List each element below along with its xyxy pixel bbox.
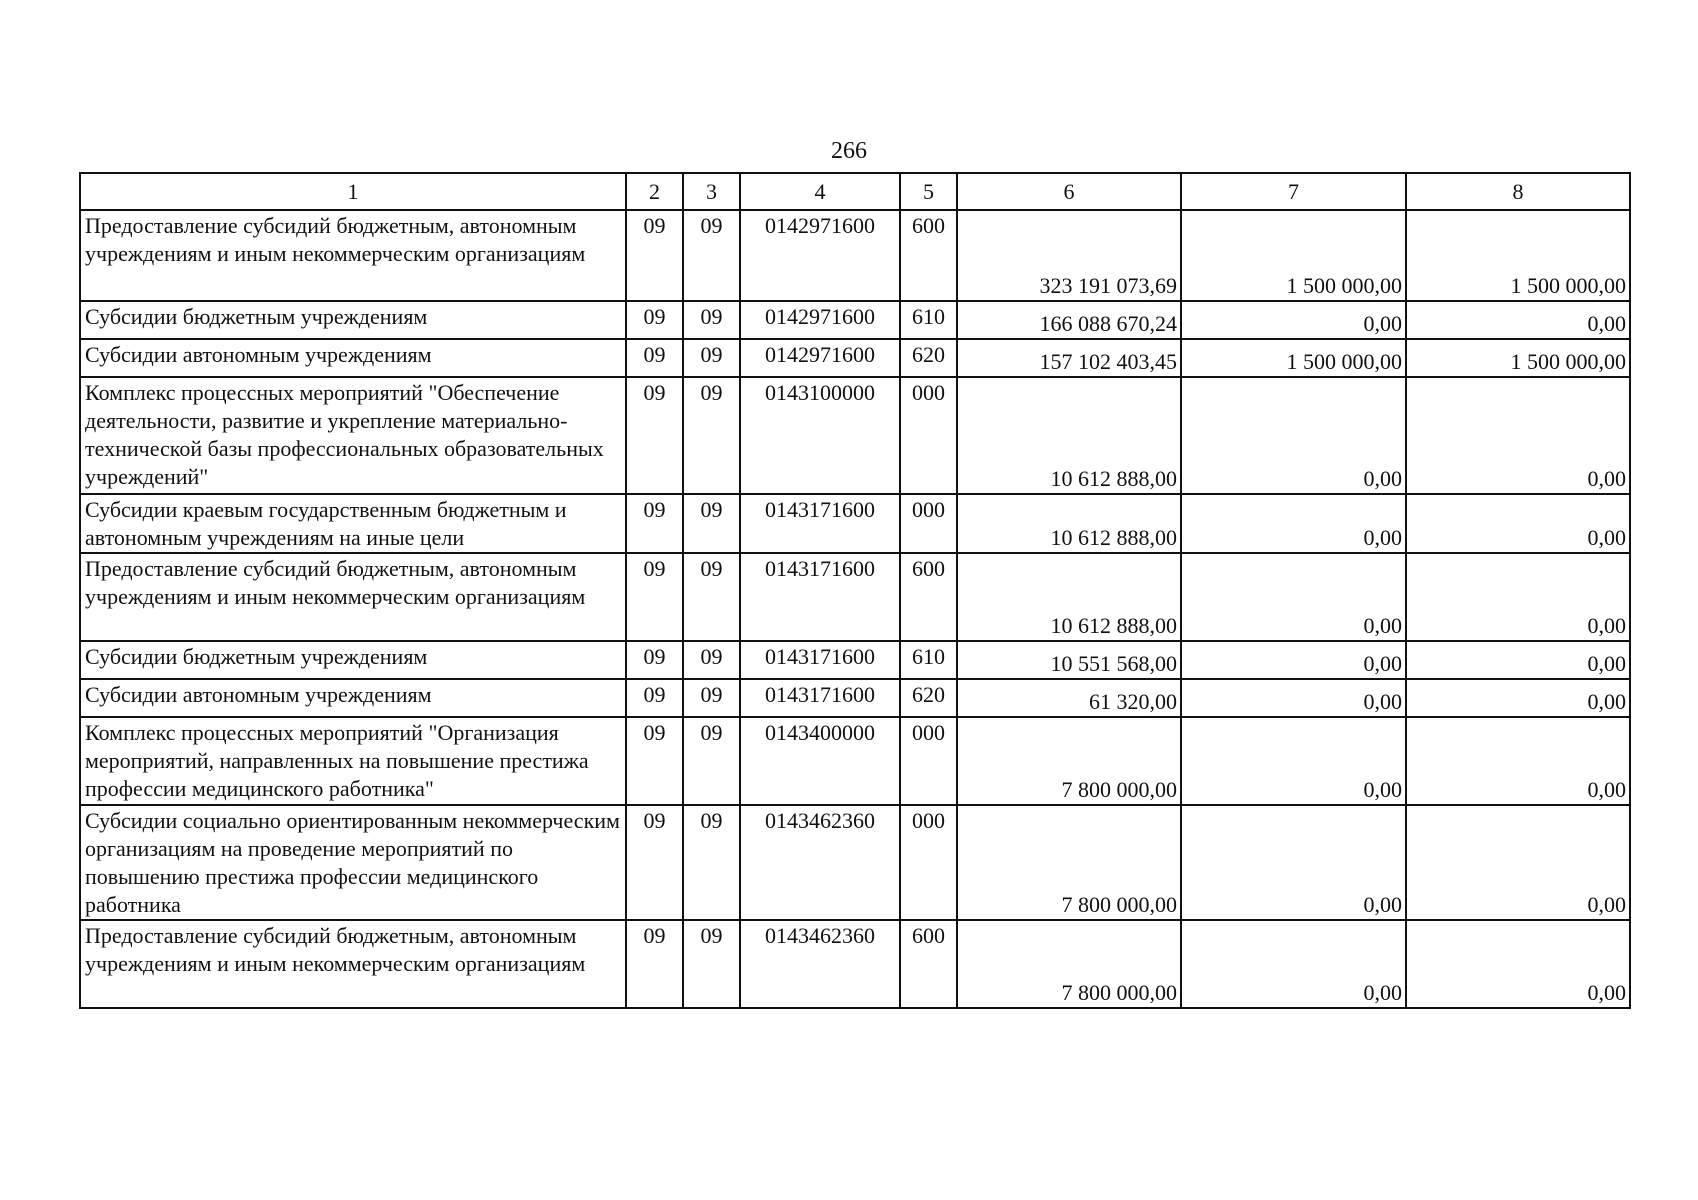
row-target-article: 0142971600 [740, 301, 900, 339]
row-name: Предоставление субсидий бюджетным, автономным учреждениям и иным некоммерческим организациям [80, 920, 626, 1008]
row-subsection: 09 [683, 641, 740, 679]
row-target-article: 0142971600 [740, 210, 900, 301]
row-section: 09 [626, 805, 683, 920]
row-amount-6: 323 191 073,69 [957, 210, 1181, 301]
row-target-article: 0143171600 [740, 641, 900, 679]
header-cell: 3 [683, 173, 740, 210]
table-row [80, 494, 1630, 553]
row-target-article: 0143171600 [740, 494, 900, 553]
table-row [80, 301, 1630, 339]
row-amount-6: 7 800 000,00 [957, 717, 1181, 805]
table-row [80, 339, 1630, 377]
table-row [80, 210, 1630, 301]
row-subsection: 09 [683, 339, 740, 377]
row-section: 09 [626, 301, 683, 339]
row-amount-7: 0,00 [1181, 679, 1406, 717]
row-name: Субсидии автономным учреждениям [80, 679, 626, 717]
row-amount-6: 10 551 568,00 [957, 641, 1181, 679]
budget-table [79, 172, 1631, 1009]
row-amount-7: 0,00 [1181, 717, 1406, 805]
row-section: 09 [626, 641, 683, 679]
row-section: 09 [626, 679, 683, 717]
row-amount-7: 0,00 [1181, 377, 1406, 494]
row-subsection: 09 [683, 210, 740, 301]
row-name: Субсидии бюджетным учреждениям [80, 641, 626, 679]
table-row [80, 377, 1630, 494]
row-subsection: 09 [683, 377, 740, 494]
table-row [80, 805, 1630, 920]
row-name: Комплекс процессных мероприятий "Организация мероприятий, направленных на повышение престижа профессии медицинского работника" [80, 717, 626, 805]
row-amount-8: 0,00 [1406, 717, 1630, 805]
row-subsection: 09 [683, 679, 740, 717]
row-expense-type: 000 [900, 494, 957, 553]
row-amount-7: 0,00 [1181, 553, 1406, 641]
row-amount-7: 0,00 [1181, 494, 1406, 553]
row-name: Субсидии автономным учреждениям [80, 339, 626, 377]
row-amount-6: 166 088 670,24 [957, 301, 1181, 339]
row-amount-7: 1 500 000,00 [1181, 339, 1406, 377]
table-row [80, 641, 1630, 679]
row-name: Предоставление субсидий бюджетным, автономным учреждениям и иным некоммерческим организациям [80, 210, 626, 301]
row-amount-7: 0,00 [1181, 920, 1406, 1008]
row-expense-type: 620 [900, 339, 957, 377]
row-name: Предоставление субсидий бюджетным, автономным учреждениям и иным некоммерческим организациям [80, 553, 626, 641]
row-amount-6: 10 612 888,00 [957, 553, 1181, 641]
row-section: 09 [626, 377, 683, 494]
table-row [80, 553, 1630, 641]
row-subsection: 09 [683, 920, 740, 1008]
row-amount-6: 157 102 403,45 [957, 339, 1181, 377]
row-amount-6: 7 800 000,00 [957, 805, 1181, 920]
row-expense-type: 000 [900, 377, 957, 494]
row-amount-8: 1 500 000,00 [1406, 210, 1630, 301]
header-cell: 5 [900, 173, 957, 210]
row-subsection: 09 [683, 805, 740, 920]
row-amount-6: 10 612 888,00 [957, 494, 1181, 553]
table-row [80, 679, 1630, 717]
row-name: Субсидии бюджетным учреждениям [80, 301, 626, 339]
row-name: Комплекс процессных мероприятий "Обеспечение деятельности, развитие и укрепление материально-технической базы профессиональных образовательных учреждений" [80, 377, 626, 494]
row-expense-type: 600 [900, 920, 957, 1008]
header-cell: 8 [1406, 173, 1630, 210]
header-row [80, 173, 1630, 210]
row-amount-7: 0,00 [1181, 641, 1406, 679]
header-cell: 7 [1181, 173, 1406, 210]
row-amount-8: 1 500 000,00 [1406, 339, 1630, 377]
page-number: 266 [831, 138, 867, 164]
row-amount-8: 0,00 [1406, 301, 1630, 339]
table-row [80, 717, 1630, 805]
table-row [80, 920, 1630, 1008]
row-name: Субсидии социально ориентированным некоммерческим организациям на проведение мероприятий по повышению престижа профессии медицинского работника [80, 805, 626, 920]
row-section: 09 [626, 210, 683, 301]
row-amount-8: 0,00 [1406, 920, 1630, 1008]
row-target-article: 0143462360 [740, 920, 900, 1008]
row-expense-type: 620 [900, 679, 957, 717]
row-section: 09 [626, 920, 683, 1008]
row-amount-8: 0,00 [1406, 641, 1630, 679]
row-expense-type: 600 [900, 210, 957, 301]
row-expense-type: 000 [900, 805, 957, 920]
row-target-article: 0143171600 [740, 679, 900, 717]
row-amount-7: 0,00 [1181, 805, 1406, 920]
row-expense-type: 600 [900, 553, 957, 641]
header-cell: 2 [626, 173, 683, 210]
row-amount-8: 0,00 [1406, 377, 1630, 494]
row-amount-7: 0,00 [1181, 301, 1406, 339]
row-amount-7: 1 500 000,00 [1181, 210, 1406, 301]
row-target-article: 0143100000 [740, 377, 900, 494]
row-section: 09 [626, 553, 683, 641]
row-subsection: 09 [683, 553, 740, 641]
row-subsection: 09 [683, 301, 740, 339]
row-target-article: 0142971600 [740, 339, 900, 377]
header-cell: 4 [740, 173, 900, 210]
row-amount-8: 0,00 [1406, 805, 1630, 920]
row-amount-8: 0,00 [1406, 679, 1630, 717]
row-section: 09 [626, 717, 683, 805]
row-expense-type: 000 [900, 717, 957, 805]
row-amount-6: 61 320,00 [957, 679, 1181, 717]
row-subsection: 09 [683, 717, 740, 805]
row-expense-type: 610 [900, 641, 957, 679]
row-amount-6: 10 612 888,00 [957, 377, 1181, 494]
row-subsection: 09 [683, 494, 740, 553]
row-target-article: 0143171600 [740, 553, 900, 641]
row-amount-8: 0,00 [1406, 553, 1630, 641]
row-name: Субсидии краевым государственным бюджетным и автономным учреждениям на иные цели [80, 494, 626, 553]
row-amount-8: 0,00 [1406, 494, 1630, 553]
row-section: 09 [626, 494, 683, 553]
row-section: 09 [626, 339, 683, 377]
row-target-article: 0143462360 [740, 805, 900, 920]
header-cell: 6 [957, 173, 1181, 210]
header-cell: 1 [80, 173, 626, 210]
row-target-article: 0143400000 [740, 717, 900, 805]
row-amount-6: 7 800 000,00 [957, 920, 1181, 1008]
row-expense-type: 610 [900, 301, 957, 339]
